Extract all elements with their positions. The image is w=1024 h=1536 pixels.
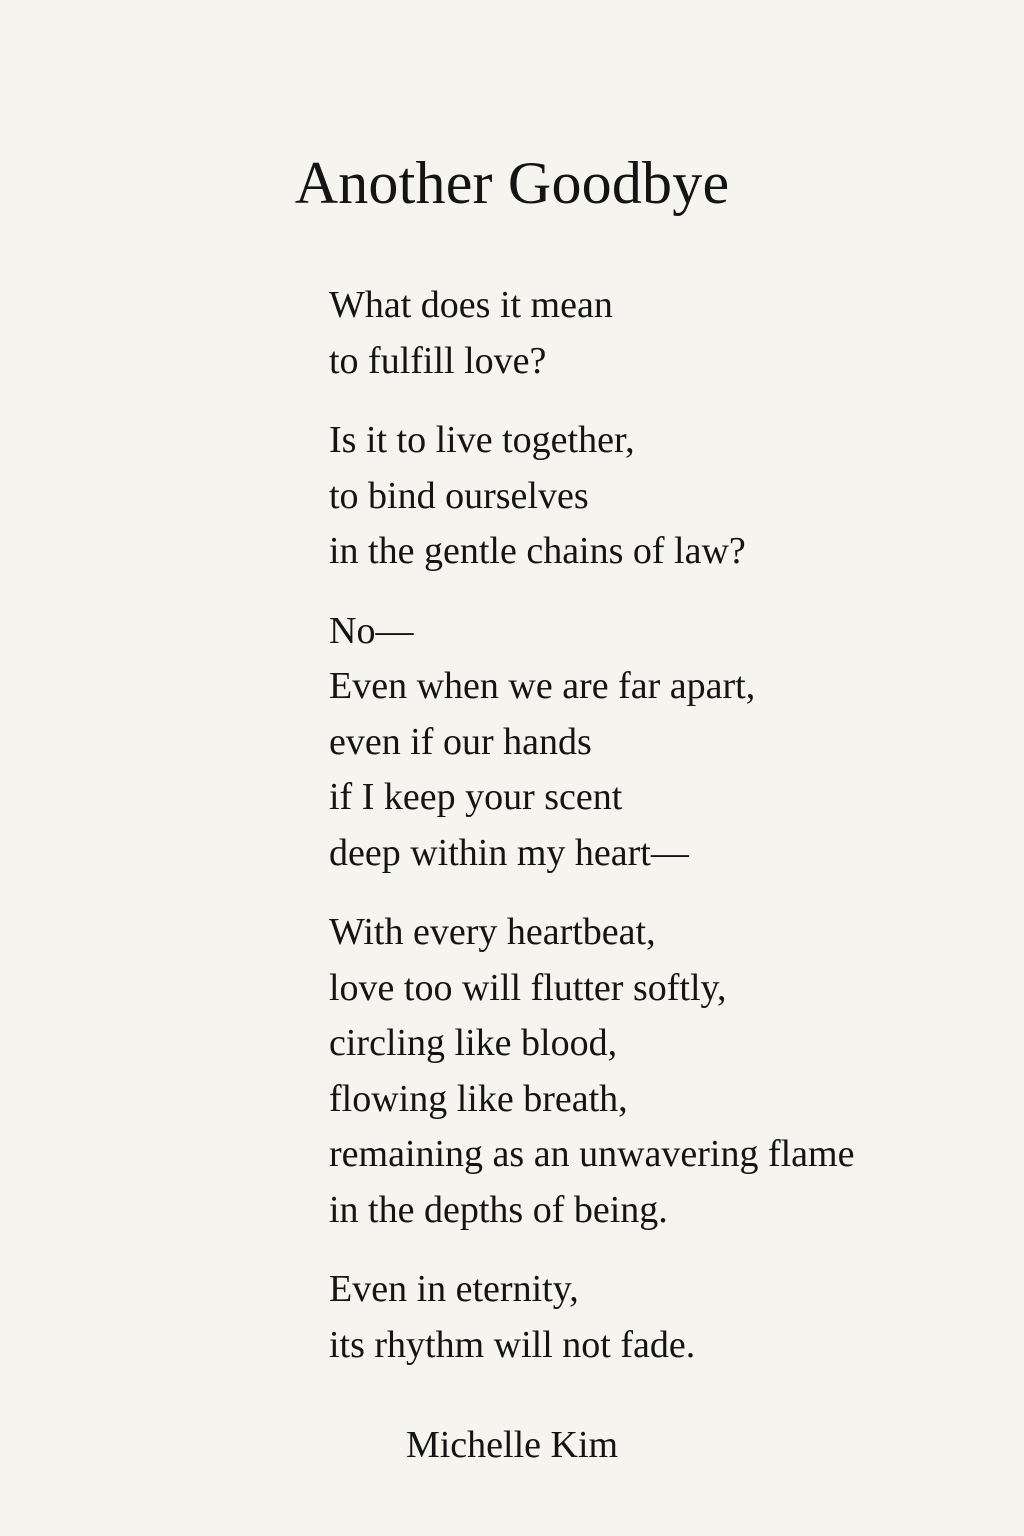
poem-line: Even when we are far apart, (329, 665, 756, 707)
poem-line: Even in eternity, (329, 1268, 579, 1310)
poem-line: Is it to live together, (329, 419, 635, 461)
poem-line: circling like blood, (329, 1022, 618, 1064)
stanza-2 (329, 413, 1009, 580)
poem-line: With every heartbeat, (329, 911, 656, 953)
poem-line: if I keep your scent (329, 776, 623, 818)
author-name (0, 1420, 1024, 1470)
poem-line: remaining as an unwavering flame (329, 1133, 855, 1175)
poem-body (329, 278, 1009, 1373)
poem-line: to bind ourselves (329, 474, 589, 517)
stanza-5 (329, 1262, 1009, 1373)
stanza-3 (329, 604, 1009, 882)
poem-line: No— (329, 609, 414, 652)
poem-line: even if our hands (329, 720, 592, 763)
stanza-4 (329, 905, 1009, 1238)
poem-line: in the gentle chains of law? (329, 530, 746, 572)
poem-line: What does it mean (329, 284, 613, 326)
poem-title: Another Goodbye (294, 150, 730, 216)
poem-line: love too will flutter softly, (329, 966, 727, 1009)
poem-line: deep within my heart— (329, 831, 689, 874)
poem-line: to fulfill love? (329, 339, 547, 382)
author-name-text: Michelle Kim (405, 1424, 619, 1466)
poem-line: in the depths of being. (329, 1188, 668, 1231)
poem-line: flowing like breath, (329, 1077, 628, 1120)
stanza-1 (329, 278, 1009, 389)
poem-line: its rhythm will not fade. (329, 1323, 696, 1366)
